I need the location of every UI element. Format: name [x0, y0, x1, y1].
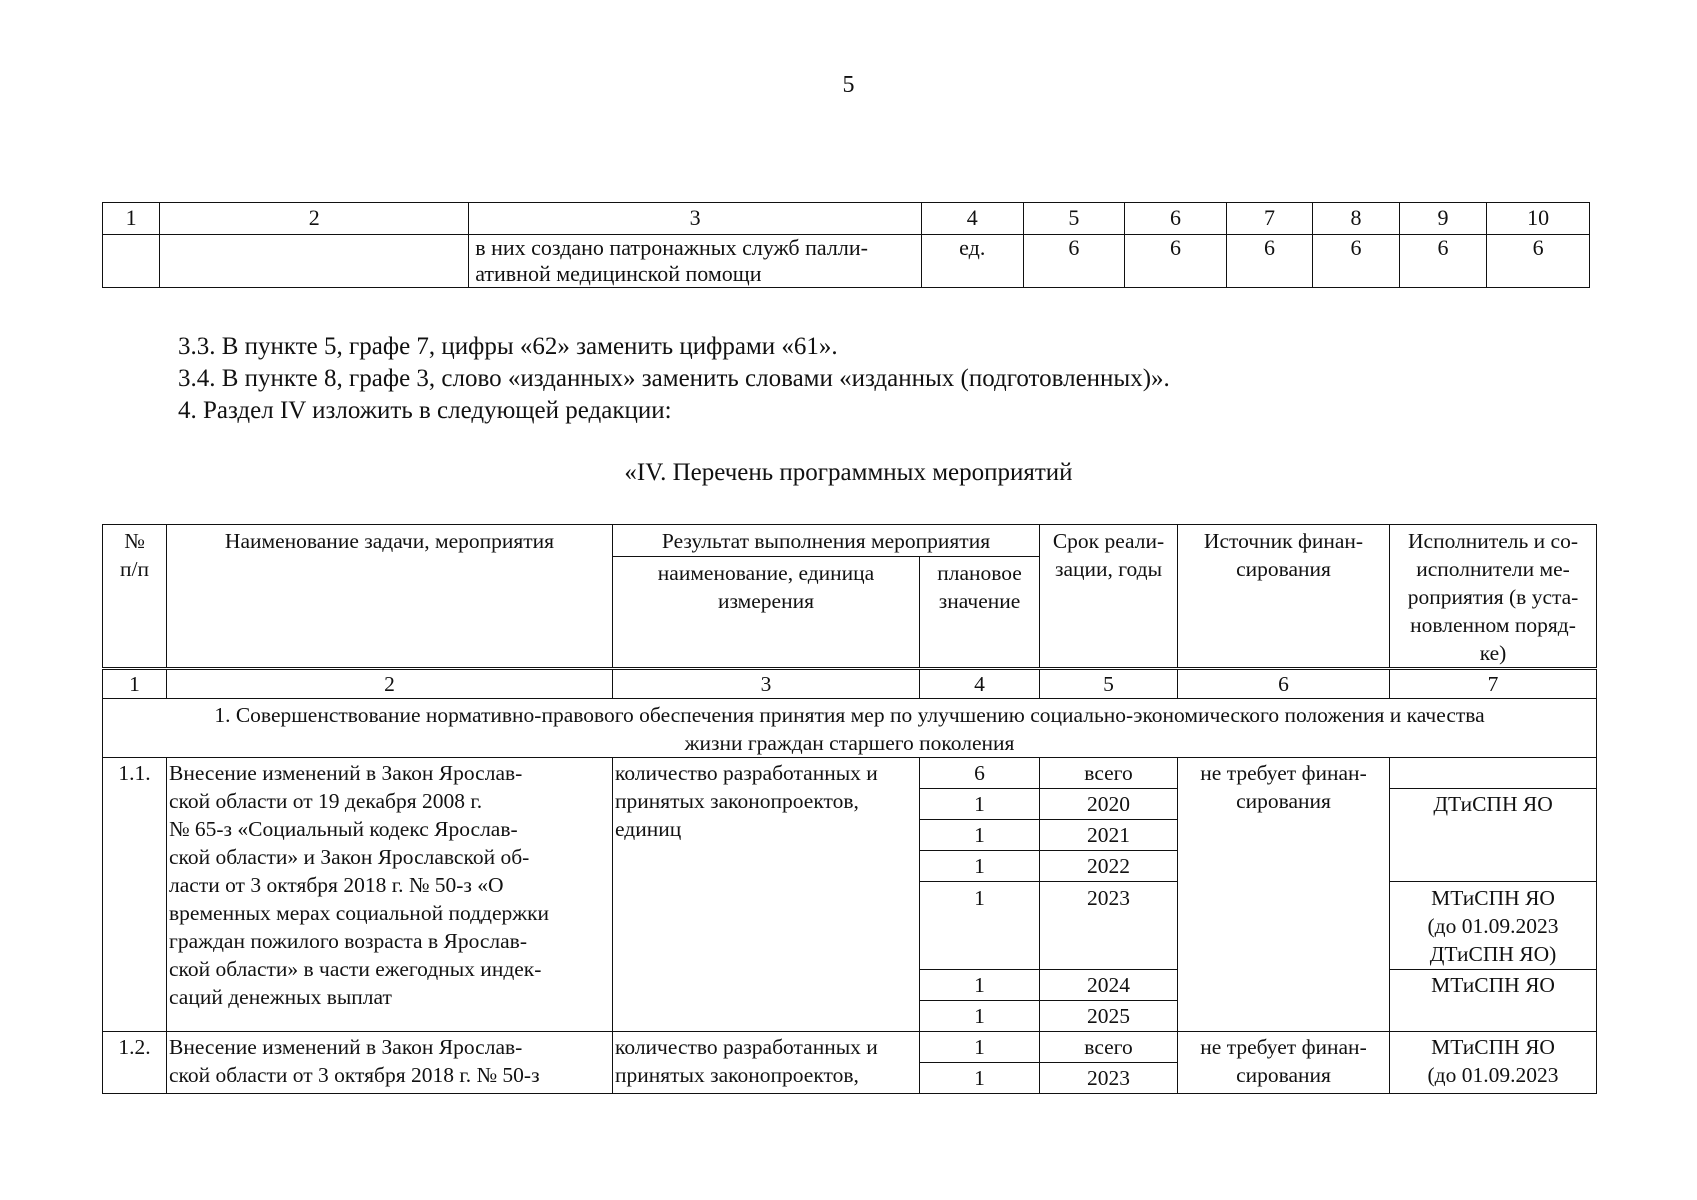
col-number: 6	[1178, 669, 1390, 699]
paragraph: 4. Раздел IV изложить в следующей редакции:	[178, 397, 672, 424]
plan-value: 1	[920, 1032, 1040, 1063]
section-row	[103, 699, 1597, 758]
executor-empty	[1390, 758, 1597, 789]
continuation-table	[102, 202, 1590, 288]
col-header: 1	[103, 203, 160, 235]
col-header: 4	[921, 203, 1023, 235]
col-header: 5	[1023, 203, 1125, 235]
table-row	[103, 235, 1590, 288]
year-value: 2022	[1040, 851, 1178, 882]
item-name-line: временных мерах социальной поддержки	[169, 901, 550, 925]
header-line: плановое	[937, 561, 1022, 586]
col-number: 5	[1040, 669, 1178, 699]
indicator-line: в них создано патронажных служб палли-	[475, 235, 868, 260]
header-line: новленном поряд-	[1410, 613, 1576, 637]
item-source-line: сирования	[1236, 1063, 1331, 1087]
executor-line: (до 01.09.2023	[1427, 914, 1559, 938]
section-line: 1. Совершенствование нормативно-правового обеспечения принятия мер по улучшению социально-экономического положения и качества	[214, 703, 1485, 727]
item-result-line: принятых законопроектов,	[615, 789, 859, 813]
value-cell: 6	[1487, 235, 1590, 288]
col-header: 2	[160, 203, 469, 235]
indicator-line: ативной медицинской помощи	[475, 261, 762, 286]
header-result: Результат выполнения мероприятия	[613, 525, 1040, 557]
value-cell: 6	[1125, 235, 1227, 288]
value-cell: 6	[1399, 235, 1487, 288]
year-value: 2021	[1040, 820, 1178, 851]
executor-line: МТиСПН ЯО	[1431, 886, 1555, 910]
item-result-line: количество разработанных и	[615, 761, 878, 785]
item-name-line: ской области от 3 октября 2018 г. № 50-з	[169, 1063, 540, 1087]
col-number: 4	[920, 669, 1040, 699]
executor	[1390, 882, 1597, 970]
item-name-line: № 65-з «Социальный кодекс Ярослав-	[169, 817, 518, 841]
header-line: №	[124, 529, 145, 553]
table-cell	[103, 235, 160, 288]
year-value: 2024	[1040, 970, 1178, 1001]
item-source-line: не требует финан-	[1200, 1035, 1367, 1059]
table-cell	[160, 235, 469, 288]
year-value: 2020	[1040, 789, 1178, 820]
executor-line: (до 01.09.2023	[1427, 1063, 1559, 1087]
value-cell: 6	[1226, 235, 1313, 288]
item-source-line: не требует финан-	[1200, 761, 1367, 785]
item-number: 1.2.	[103, 1032, 167, 1094]
table-header-row	[103, 525, 1597, 557]
executor: ДТиСПН ЯО	[1390, 789, 1597, 882]
paragraph: 3.4. В пункте 8, графе 3, слово «изданных» заменить словами «изданных (подготовленных)».	[178, 365, 1170, 392]
executor-line: ДТиСПН ЯО)	[1429, 942, 1557, 966]
executor-line: МТиСПН ЯО	[1431, 1035, 1555, 1059]
plan-value: 6	[920, 758, 1040, 789]
header-line: значение	[938, 589, 1021, 614]
plan-value: 1	[920, 851, 1040, 882]
header-num	[103, 525, 167, 669]
header-line: зации, годы	[1054, 557, 1163, 581]
item-name-line: Внесение изменений в Закон Ярослав-	[169, 761, 523, 785]
item-source	[1178, 758, 1390, 1032]
col-header: 8	[1313, 203, 1400, 235]
header-line: измерения	[717, 589, 815, 614]
header-line: п/п	[120, 557, 149, 581]
plan-value: 1	[920, 820, 1040, 851]
item-name-line: саций денежных выплат	[169, 985, 392, 1009]
col-header: 7	[1226, 203, 1313, 235]
year-value: 2023	[1040, 1063, 1178, 1094]
paragraph: 3.3. В пункте 5, графе 7, цифры «62» заменить цифрами «61».	[178, 333, 838, 360]
header-term	[1040, 525, 1178, 669]
col-number: 7	[1390, 669, 1597, 699]
col-number: 2	[167, 669, 613, 699]
item-name-line: ской области от 19 декабря 2008 г.	[169, 789, 483, 813]
col-header: 3	[469, 203, 922, 235]
indicator-cell	[469, 235, 922, 288]
value-cell: 6	[1023, 235, 1125, 288]
item-name-line: ской области» и Закон Ярославской об-	[169, 845, 530, 869]
header-executor	[1390, 525, 1597, 669]
item-name-line: Внесение изменений в Закон Ярослав-	[169, 1035, 523, 1059]
page-number: 5	[842, 72, 855, 98]
col-header: 10	[1487, 203, 1590, 235]
item-name	[167, 758, 613, 1032]
item-source-line: сирования	[1236, 789, 1331, 813]
item-result-line: количество разработанных и	[615, 1035, 878, 1059]
value-cell: 6	[1313, 235, 1400, 288]
item-name-line: граждан пожилого возраста в Ярослав-	[169, 929, 527, 953]
header-line: исполнители ме-	[1416, 557, 1570, 581]
plan-value: 1	[920, 789, 1040, 820]
col-header: 6	[1125, 203, 1227, 235]
header-line: Источник финан-	[1203, 529, 1364, 553]
header-result-name	[613, 557, 920, 669]
item-name-line: ской области» в части ежегодных индек-	[169, 957, 542, 981]
item-name	[167, 1032, 613, 1094]
plan-value: 1	[920, 970, 1040, 1001]
header-result-plan	[920, 557, 1040, 669]
plan-value: 1	[920, 1001, 1040, 1032]
item-result-line: единиц	[615, 817, 682, 841]
col-number: 3	[613, 669, 920, 699]
plan-value: 1	[920, 1063, 1040, 1094]
section-heading	[103, 699, 1597, 758]
program-activities-table	[102, 524, 1597, 1094]
year-value: 2023	[1040, 882, 1178, 970]
col-header: 9	[1399, 203, 1487, 235]
col-number: 1	[103, 669, 167, 699]
header-line: ке)	[1479, 641, 1507, 665]
item-result-line: принятых законопроектов,	[615, 1063, 859, 1087]
item-result	[613, 758, 920, 1032]
table-header-row	[103, 203, 1590, 235]
item-source	[1178, 1032, 1390, 1094]
header-line: роприятия (в уста-	[1407, 585, 1579, 609]
table-row	[103, 1032, 1597, 1063]
year-value: всего	[1040, 1032, 1178, 1063]
executor: МТиСПН ЯО	[1390, 970, 1597, 1032]
header-line: Срок реали-	[1052, 529, 1165, 553]
header-name: Наименование задачи, мероприятия	[167, 525, 613, 669]
year-value: 2025	[1040, 1001, 1178, 1032]
unit-cell: ед.	[921, 235, 1023, 288]
year-value: всего	[1040, 758, 1178, 789]
header-line: сирования	[1236, 557, 1331, 581]
section-title: «IV. Перечень программных мероприятий	[624, 459, 1073, 486]
item-name-line: ласти от 3 октября 2018 г. № 50-з «О	[169, 873, 504, 897]
executor	[1390, 1032, 1597, 1094]
plan-value: 1	[920, 882, 1040, 970]
column-number-row	[103, 669, 1597, 699]
header-line: наименование, единица	[657, 561, 875, 586]
table-row	[103, 758, 1597, 789]
item-result	[613, 1032, 920, 1094]
header-line: Исполнитель и со-	[1408, 529, 1578, 553]
item-number: 1.1.	[103, 758, 167, 1032]
section-line: жизни граждан старшего поколения	[684, 731, 1015, 755]
header-source	[1178, 525, 1390, 669]
